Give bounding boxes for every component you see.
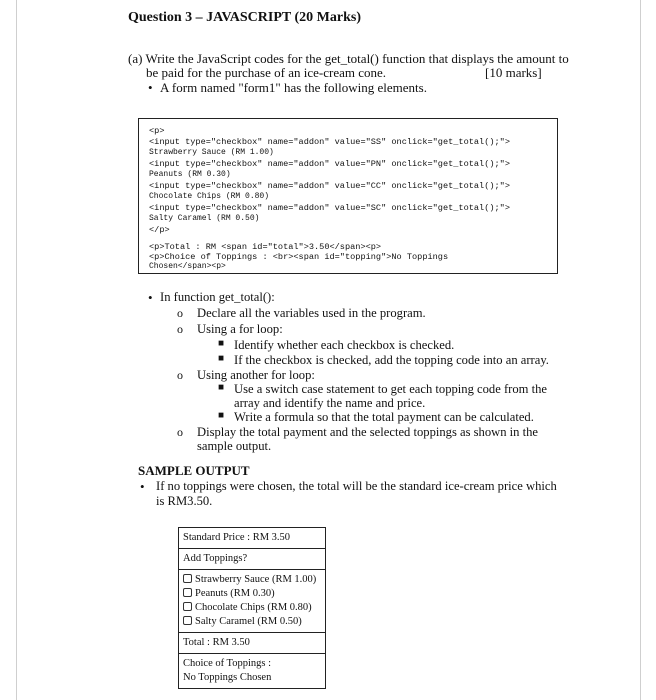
topping-label: Salty Caramel (RM 0.50) [195, 616, 302, 627]
code-line: <input type="checkbox" name="addon" value="PN" onclick="get_total();"> [149, 159, 510, 169]
square-bullet-icon: ■ [218, 338, 225, 349]
code-line: <input type="checkbox" name="addon" value="SS" onclick="get_total();"> [149, 137, 510, 147]
code-line: Chocolate Chips (RM 0.80) [149, 192, 270, 201]
bullet-icon: • [148, 80, 153, 95]
standard-price: Standard Price : RM 3.50 [183, 532, 291, 543]
code-line: <input type="checkbox" name="addon" value="SC" onclick="get_total();"> [149, 203, 510, 213]
code-line: Strawberry Sauce (RM 1.00) [149, 148, 274, 157]
circle-bullet-icon: o [177, 306, 183, 320]
circle-bullet-icon: o [177, 368, 183, 382]
code-line: <input type="checkbox" name="addon" value="CC" onclick="get_total();"> [149, 181, 510, 191]
sample-output-box [178, 527, 326, 689]
divider [179, 632, 325, 633]
code-box [138, 118, 558, 274]
sample-note-1: If no toppings were chosen, the total will be the standard ice-cream price which [156, 479, 557, 493]
circle-bullet-icon: o [177, 425, 183, 439]
part-a-line1: (a) Write the JavaScript codes for the get_total() function that displays the amount to [128, 51, 569, 66]
checkbox[interactable] [183, 602, 192, 611]
code-line: Peanuts (RM 0.30) [149, 170, 231, 179]
circle-bullet-icon: o [177, 322, 183, 336]
part-a-line2: be paid for the purchase of an ice-cream cone. [146, 65, 387, 80]
code-line: </p> [149, 225, 170, 235]
code-line: <p>Total : RM <span id="total">3.50</span><p> [149, 242, 382, 252]
code-line: <p> [149, 126, 165, 136]
sample-note-2: is RM3.50. [156, 494, 213, 508]
instruction-switch-1: Use a switch case statement to get each topping code from the [234, 382, 547, 396]
topping-label: Chocolate Chips (RM 0.80) [195, 602, 312, 613]
topping-option[interactable] [183, 616, 302, 627]
instruction-declare: Declare all the variables used in the program. [197, 306, 426, 320]
topping-option[interactable] [183, 602, 312, 613]
divider [179, 653, 325, 654]
choice-label: Choice of Toppings : [183, 658, 272, 669]
instruction-if-checked: If the checkbox is checked, add the topping code into an array. [234, 353, 549, 367]
page-border-left [16, 0, 17, 700]
instruction-another-loop: Using another for loop: [197, 368, 315, 382]
page-border-right [640, 0, 641, 700]
choice-value: No Toppings Chosen [183, 672, 272, 683]
checkbox[interactable] [183, 574, 192, 583]
divider [179, 548, 325, 549]
form-bullet-text: A form named "form1" has the following elements. [160, 80, 427, 95]
code-line: Chosen</span><p> [149, 262, 226, 271]
marks-label: [10 marks] [485, 65, 542, 80]
add-toppings-label: Add Toppings? [183, 553, 248, 564]
instruction-switch-2: array and identify the name and price. [234, 396, 426, 410]
topping-label: Strawberry Sauce (RM 1.00) [195, 574, 317, 585]
bullet-icon: • [148, 290, 153, 305]
topping-option[interactable] [183, 588, 275, 599]
square-bullet-icon: ■ [218, 353, 225, 364]
instruction-formula: Write a formula so that the total payment can be calculated. [234, 410, 534, 424]
total-output: Total : RM 3.50 [183, 637, 250, 648]
instruction-main: In function get_total(): [160, 290, 275, 304]
instruction-for-loop: Using a for loop: [197, 322, 283, 336]
topping-label: Peanuts (RM 0.30) [195, 588, 275, 599]
checkbox[interactable] [183, 588, 192, 597]
square-bullet-icon: ■ [218, 382, 225, 393]
instruction-display-2: sample output. [197, 439, 272, 453]
sample-output-title: SAMPLE OUTPUT [138, 463, 250, 478]
square-bullet-icon: ■ [218, 410, 225, 421]
topping-option[interactable] [183, 574, 316, 585]
divider [179, 569, 325, 570]
code-line: <p>Choice of Toppings : <br><span id="topping">No Toppings [149, 252, 449, 262]
checkbox[interactable] [183, 616, 192, 625]
code-line: Salty Caramel (RM 0.50) [149, 214, 260, 223]
question-title: Question 3 – JAVASCRIPT (20 Marks) [128, 10, 361, 25]
bullet-icon: • [140, 479, 145, 494]
instruction-display-1: Display the total payment and the selected toppings as shown in the [197, 425, 539, 439]
instruction-identify: Identify whether each checkbox is checked. [234, 338, 455, 352]
